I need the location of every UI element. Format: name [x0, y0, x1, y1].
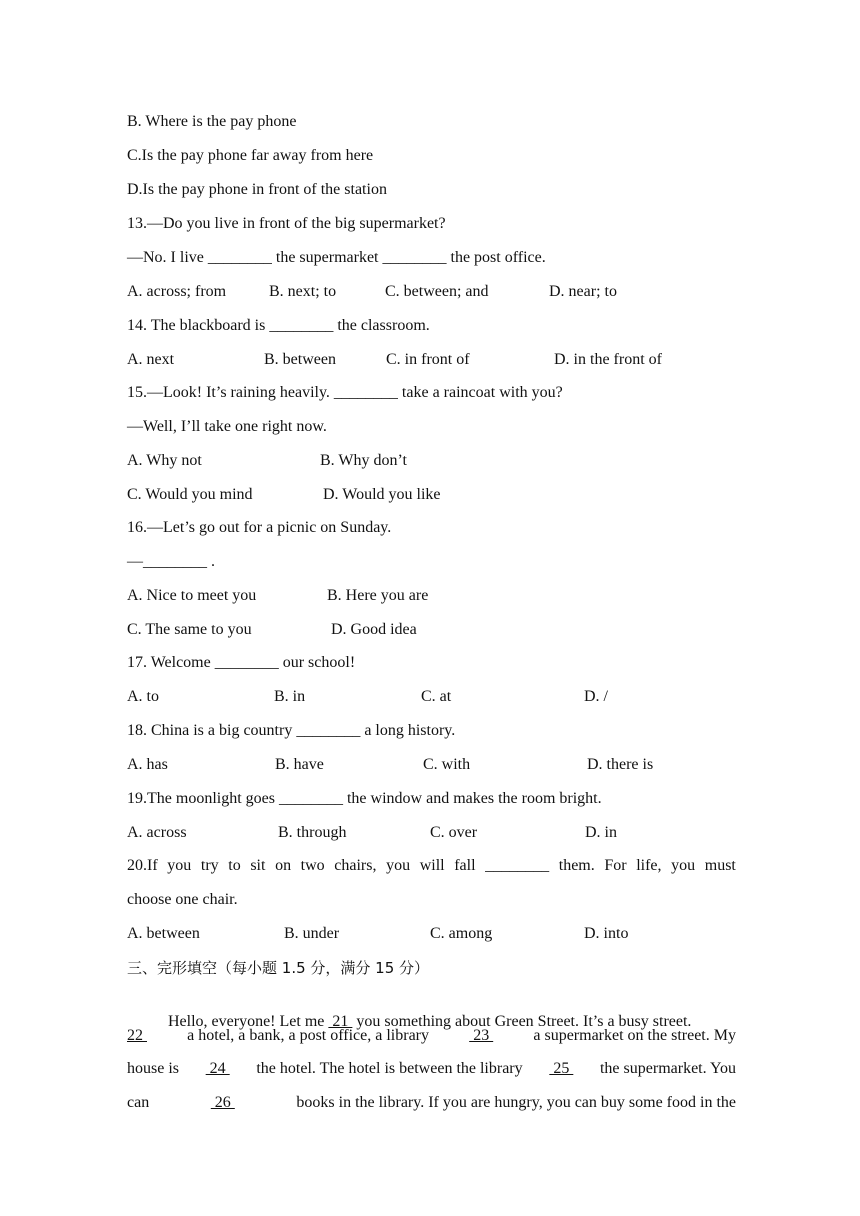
q18-option-a: A. has — [127, 756, 168, 773]
q20-stem-word: must — [704, 857, 736, 874]
blank-24: 24 — [205, 1060, 230, 1077]
q20-stem-word: will — [419, 857, 445, 874]
q16-option-c: C. The same to you — [127, 621, 252, 638]
q16-answer-line: —________ . — [127, 553, 215, 570]
q15-option-b: B. Why don’t — [320, 452, 407, 469]
q18-option-c: C. with — [423, 756, 471, 773]
q20-stem-word: try — [200, 857, 219, 874]
q13-option-d: D. near; to — [549, 283, 617, 300]
q15-stem: 15.—Look! It’s raining heavily. ________ take a raincoat with you? — [127, 384, 563, 401]
q20-stem-word: fall — [454, 857, 476, 874]
q18-option-b: B. have — [275, 756, 324, 773]
q12-option-d: D.Is the pay phone in front of the station — [127, 181, 387, 198]
q18-option-d: D. there is — [587, 756, 654, 773]
section3-heading: 三、完形填空（每小题 1.5 分，满分 15 分） — [127, 959, 430, 977]
q20-stem-word: on — [275, 857, 292, 874]
q14-option-d: D. in the front of — [554, 351, 662, 368]
q16-option-a: A. Nice to meet you — [127, 587, 257, 604]
q17-option-c: C. at — [421, 688, 452, 705]
q14-stem: 14. The blackboard is ________ the classroom. — [127, 317, 430, 334]
q20-stem-word: you — [386, 857, 411, 874]
q18-stem: 18. China is a big country ________ a long history. — [127, 722, 456, 739]
passage-text: books in the library. If you are hungry, you can buy some food in the — [296, 1094, 736, 1111]
passage-line-3 — [127, 1059, 736, 1079]
passage-text: house is — [127, 1060, 179, 1077]
q17-option-b: B. in — [274, 688, 306, 705]
q15-option-c: C. Would you mind — [127, 486, 253, 503]
q20-stem-word: ________ — [485, 857, 550, 874]
q13-stem: 13.—Do you live in front of the big supermarket? — [127, 215, 446, 232]
blank-23: 23 — [469, 1027, 494, 1044]
q15-option-a: A. Why not — [127, 452, 202, 469]
passage-line-1 — [152, 992, 692, 1030]
q14-option-a: A. next — [127, 351, 175, 368]
q19-option-d: D. in — [585, 824, 617, 841]
q14-option-c: C. in front of — [386, 351, 470, 368]
passage-text: a hotel, a bank, a post office, a library — [187, 1027, 430, 1044]
q12-option-c: C.Is the pay phone far away from here — [127, 147, 374, 164]
q20-option-b: B. under — [284, 925, 340, 942]
passage-text: can — [127, 1094, 150, 1111]
q19-option-b: B. through — [278, 824, 347, 841]
q16-option-d: D. Good idea — [331, 621, 417, 638]
q17-option-a: A. to — [127, 688, 159, 705]
passage-line-4 — [127, 1093, 736, 1113]
passage-text: a supermarket on the street. My — [533, 1027, 736, 1044]
q13-option-a: A. across; from — [127, 283, 227, 300]
blank-25: 25 — [549, 1060, 574, 1077]
q19-stem: 19.The moonlight goes ________ the window and makes the room bright. — [127, 790, 602, 807]
q20-option-a: A. between — [127, 925, 200, 942]
passage-text: you something about Green Street. It’s a busy street. — [352, 1013, 692, 1030]
q20-stem-word: you — [167, 857, 192, 874]
passage-text: the hotel. The hotel is between the library — [256, 1060, 523, 1077]
q20-stem-word: them. — [558, 857, 595, 874]
q19-option-c: C. over — [430, 824, 478, 841]
q20-stem-word: you — [671, 857, 696, 874]
passage-text: Hello, everyone! Let me — [168, 1013, 329, 1030]
q20-stem-continued: choose one chair. — [127, 891, 238, 908]
q17-option-d: D. / — [584, 688, 608, 705]
q13-answer-line: —No. I live ________ the supermarket ________ the post office. — [127, 249, 546, 266]
blank-22: 22 — [127, 1027, 147, 1044]
q20-stem-word: to — [228, 857, 241, 874]
q16-option-b: B. Here you are — [327, 587, 429, 604]
q20-stem — [127, 856, 736, 876]
q16-stem: 16.—Let’s go out for a picnic on Sunday. — [127, 519, 392, 536]
q17-stem: 17. Welcome ________ our school! — [127, 654, 356, 671]
q20-stem-word: chairs, — [334, 857, 377, 874]
q15-answer-line: —Well, I’ll take one right now. — [127, 418, 327, 435]
q14-option-b: B. between — [264, 351, 336, 368]
passage-text: the supermarket. You — [599, 1060, 736, 1077]
q13-option-c: C. between; and — [385, 283, 489, 300]
q20-option-c: C. among — [430, 925, 493, 942]
passage-line-2 — [127, 1026, 736, 1046]
q19-option-a: A. across — [127, 824, 187, 841]
blank-21: 21 — [328, 1013, 353, 1030]
blank-26: 26 — [210, 1094, 235, 1111]
q15-option-d: D. Would you like — [323, 486, 441, 503]
q13-option-b: B. next; to — [269, 283, 337, 300]
q20-stem-word: sit — [250, 857, 266, 874]
q20-option-d: D. into — [584, 925, 629, 942]
q20-stem-word: 20.If — [127, 857, 158, 874]
q20-stem-word: two — [300, 857, 325, 874]
q12-option-b: B. Where is the pay phone — [127, 113, 297, 130]
q20-stem-word: For — [604, 857, 627, 874]
q20-stem-word: life, — [636, 857, 662, 874]
